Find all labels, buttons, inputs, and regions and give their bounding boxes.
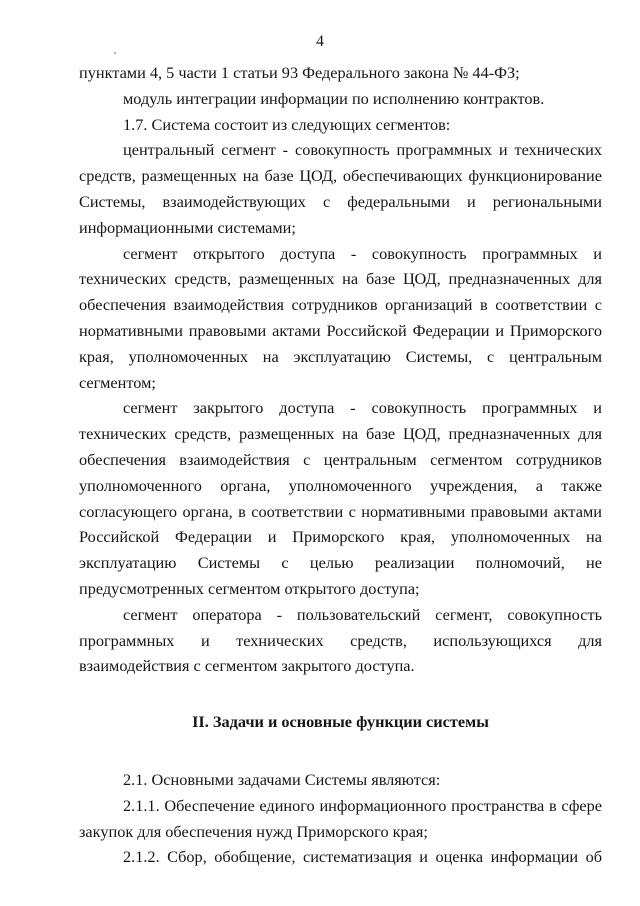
scan-speck [114, 52, 116, 54]
paragraph-central-segment: центральный сегмент - совокупность программных и технических средств, размещенных на базе ЦОД, обеспечивающих функционирование Системы, взаимодействующих с федеральными и региональными информационными системами; [79, 140, 602, 237]
paragraph-integration-module: модуль интеграции информации по исполнению контрактов. [123, 88, 545, 108]
document-body [79, 60, 602, 870]
paragraph-open-access-segment: сегмент открытого доступа - совокупность программных и технических средств, размещенных на базе ЦОД, предназначенных для обеспечения взаимодействия сотрудников организаций в соответствии с нормативными правовыми актами Российской Федерации и Приморского края, уполномоченных на эксплуатацию Системы, с центральным сегментом; [79, 243, 602, 392]
paragraph-task-2-1-2: 2.1.2. Сбор, обобщение, систематизация и оценка информации об [123, 847, 602, 867]
paragraph-task-2-1-1: 2.1.1. Обеспечение единого информационного пространства в сфере закупок для обеспечения нужд Приморского края; [79, 795, 602, 841]
section-heading: II. Задачи и основные функции системы [192, 712, 489, 732]
paragraph-operator-segment: сегмент оператора - пользовательский сегмент, совокупность программных и технических средств, использующихся для взаимодействия с сегментом закрытого доступа. [79, 604, 602, 676]
paragraph-closed-access-segment: сегмент закрытого доступа - совокупность программных и технических средств, размещенных на базе ЦОД, предназначенных для обеспечения взаимодействия с центральным сегментом сотрудников уполномоченного органа, уполномоченного учреждения, а также согласующего органа, в соответствии с нормативными правовыми актами Российской Федерации и Приморского края, уполномоченных на эксплуатацию Системы с целью реализации полномочий, не предусмотренных сегментом открытого доступа; [79, 398, 602, 598]
page-number: 4 [316, 33, 324, 50]
paragraph-continuation: пунктами 4, 5 части 1 статьи 93 Федерального закона № 44-ФЗ; [79, 63, 520, 82]
paragraph-system-segments-intro: 1.7. Система состоит из следующих сегментов: [123, 114, 451, 134]
paragraph-main-tasks: 2.1. Основными задачами Системы являются: [123, 769, 441, 789]
